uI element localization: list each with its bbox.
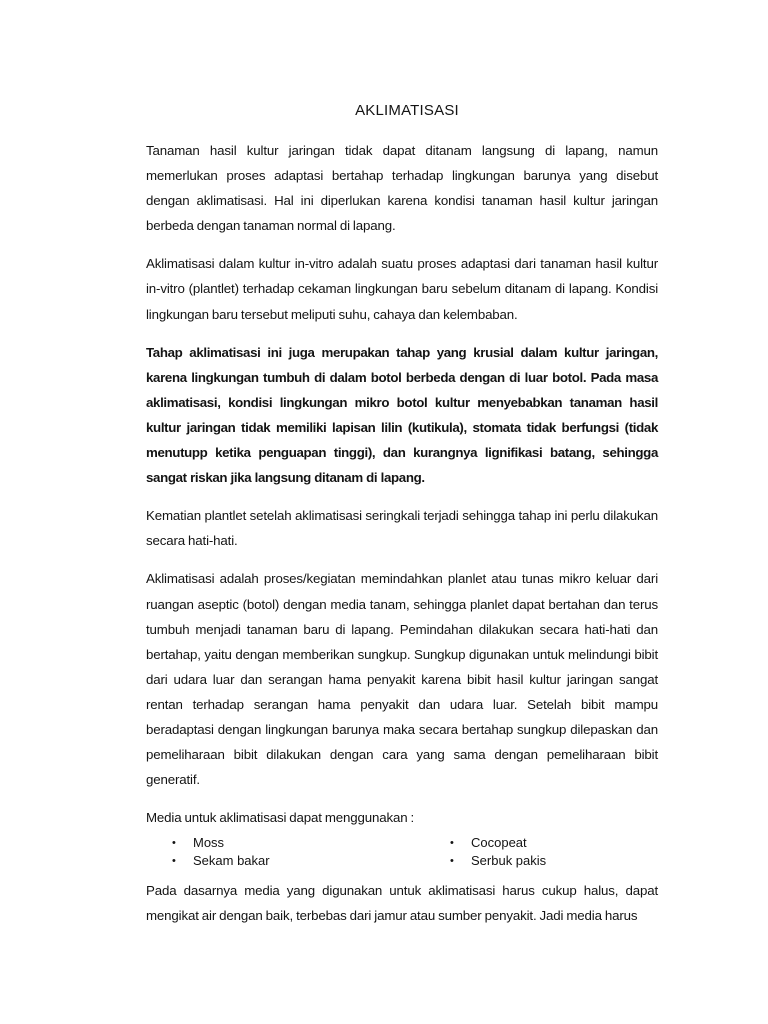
- paragraph-media-intro: Media untuk aklimatisasi dapat menggunakan :: [146, 810, 415, 826]
- paragraph-definition: Aklimatisasi dalam kultur in-vitro adalah suatu proses adaptasi dari tanaman hasil kultur in-vitro (plantlet) terhadap cekaman lingkungan baru sebelum ditanam di lapang. Kondisi lingkungan baru tersebut meliputi suhu, cahaya dan kelembaban.: [146, 256, 658, 322]
- list-item-label: Moss: [193, 835, 225, 851]
- paragraph-intro: Tanaman hasil kultur jaringan tidak dapat ditanam langsung di lapang, namun memerlukan proses adaptasi bertahap terhadap lingkungan barunya yang disebut dengan aklimatisasi. Hal ini diperlukan karena kondisi tanaman hasil kultur jaringan berbeda dengan tanaman normal di lapang.: [146, 143, 658, 234]
- list-item: [424, 852, 658, 870]
- list-item: [146, 852, 424, 870]
- bullet-icon: •: [450, 837, 454, 850]
- list-item: [146, 834, 424, 852]
- bullet-icon: •: [172, 837, 176, 850]
- document-title: AKLIMATISASI: [355, 102, 459, 119]
- list-item-label: Sekam bakar: [193, 853, 270, 869]
- paragraph-plantlet-mortality: Kematian plantlet setelah aklimatisasi seringkali terjadi sehingga tahap ini perlu dilakukan secara hati-hati.: [146, 508, 658, 549]
- paragraph-media-requirements: Pada dasarnya media yang digunakan untuk aklimatisasi harus cukup halus, dapat mengikat air dengan baik, terbebas dari jamur atau sumber penyakit. Jadi media harus: [146, 883, 658, 924]
- bullet-icon: •: [172, 855, 176, 868]
- document-page: [146, 102, 658, 942]
- list-item-label: Cocopeat: [471, 835, 527, 851]
- list-item: [424, 834, 658, 852]
- list-item-label: Serbuk pakis: [471, 853, 547, 869]
- paragraph-acclimatization-process: Aklimatisasi adalah proses/kegiatan memindahkan planlet atau tunas mikro keluar dari ruangan aseptic (botol) dengan media tanam, sehingga planlet dapat bertahan dan terus tumbuh menjadi tanaman baru di lapang. Pemindahan dilakukan secara hati-hati dan bertahap, yaitu dengan memberikan sungkup. Sungkup digunakan untuk melindungi bibit dari udara luar dan serangan hama penyakit karena bibit hasil kultur jaringan sangat rentan terhadap serangan hama penyakit dan udara luar. Setelah bibit mampu beradaptasi dengan lingkungan barunya maka secara bertahap sungkup dilepaskan dan pemeliharaan bibit dilakukan dengan cara yang sama dengan pemeliharaan bibit generatif.: [146, 571, 658, 788]
- media-list: [146, 834, 658, 870]
- paragraph-critical-stage: Tahap aklimatisasi ini juga merupakan tahap yang krusial dalam kultur jaringan, karena lingkungan tumbuh di dalam botol berbeda dengan di luar botol. Pada masa aklimatisasi, kondisi lingkungan mikro botol kultur menyebabkan tanaman hasil kultur jaringan tidak memiliki lapisan lilin (kutikula), stomata tidak berfungsi (tidak menutupp ketika penguapan tinggi), dan kurangnya lignifikasi batang, sehingga sangat riskan jika langsung ditanam di lapang.: [146, 344, 658, 486]
- bullet-icon: •: [450, 855, 454, 868]
